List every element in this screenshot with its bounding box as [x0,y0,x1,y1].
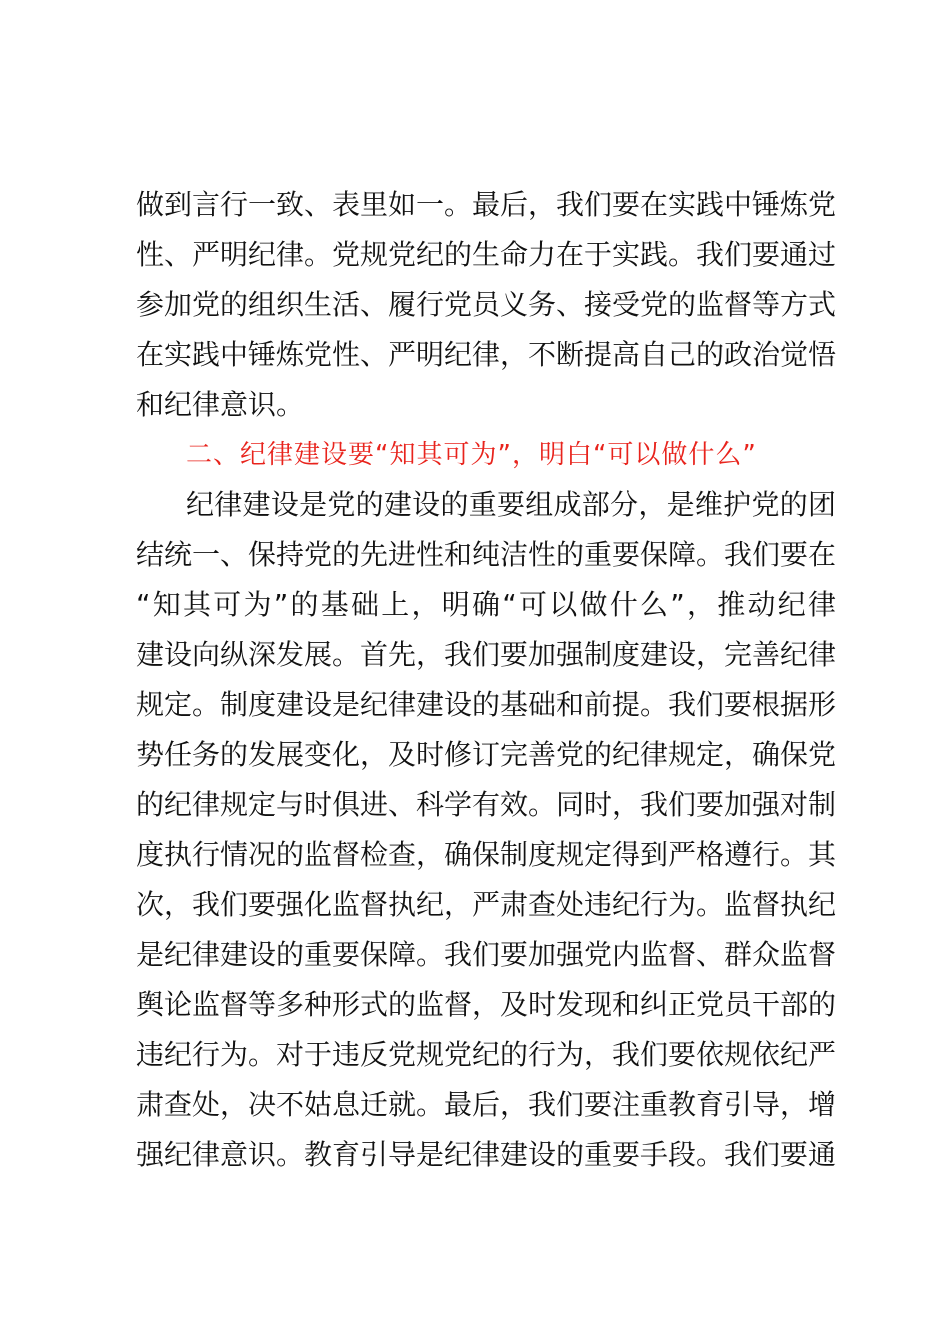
paragraph-line: 势任务的发展变化，及时修订完善党的纪律规定，确保党 [136,738,837,771]
paragraph-line: 是纪律建设的重要保障。我们要加强党内监督、群众监督 [136,938,837,971]
paragraph-line: 的纪律规定与时俱进、科学有效。同时，我们要加强对制 [136,788,837,821]
paragraph-line: 强纪律意识。教育引导是纪律建设的重要手段。我们要通 [136,1138,837,1171]
paragraph-line: 舆论监督等多种形式的监督，及时发现和纠正党员干部的 [136,988,837,1021]
paragraph-line: 和纪律意识。 [136,388,305,421]
paragraph-line: 纪律建设是党的建设的重要组成部分，是维护党的团 [186,488,836,521]
paragraph-line: “知其可为”的基础上，明确“可以做什么”，推动纪律 [136,588,836,621]
paragraph-line: 度执行情况的监督检查，确保制度规定得到严格遵行。其 [136,838,837,871]
paragraph-line: 违纪行为。对于违反党规党纪的行为，我们要依规依纪严 [136,1038,837,1071]
paragraph-line: 建设向纵深发展。首先，我们要加强制度建设，完善纪律 [136,638,837,671]
paragraph-line: 次，我们要强化监督执纪，严肃查处违纪行为。监督执纪 [136,888,837,921]
paragraph-line: 做到言行一致、表里如一。最后，我们要在实践中锤炼党 [136,188,837,221]
paragraph-line: 参加党的组织生活、履行党员义务、接受党的监督等方式 [136,288,837,321]
paragraph-line: 性、严明纪律。党规党纪的生命力在于实践。我们要通过 [136,238,837,271]
paragraph-line: 肃查处，决不姑息迁就。最后，我们要注重教育引导，增 [136,1088,837,1121]
paragraph-line: 规定。制度建设是纪律建设的基础和前提。我们要根据形 [136,688,837,721]
paragraph-line: 在实践中锤炼党性、严明纪律，不断提高自己的政治觉悟 [136,338,837,371]
paragraph-line: 结统一、保持党的先进性和纯洁性的重要保障。我们要在 [136,538,837,571]
section-heading: 二、纪律建设要“知其可为”，明白“可以做什么” [186,440,757,470]
